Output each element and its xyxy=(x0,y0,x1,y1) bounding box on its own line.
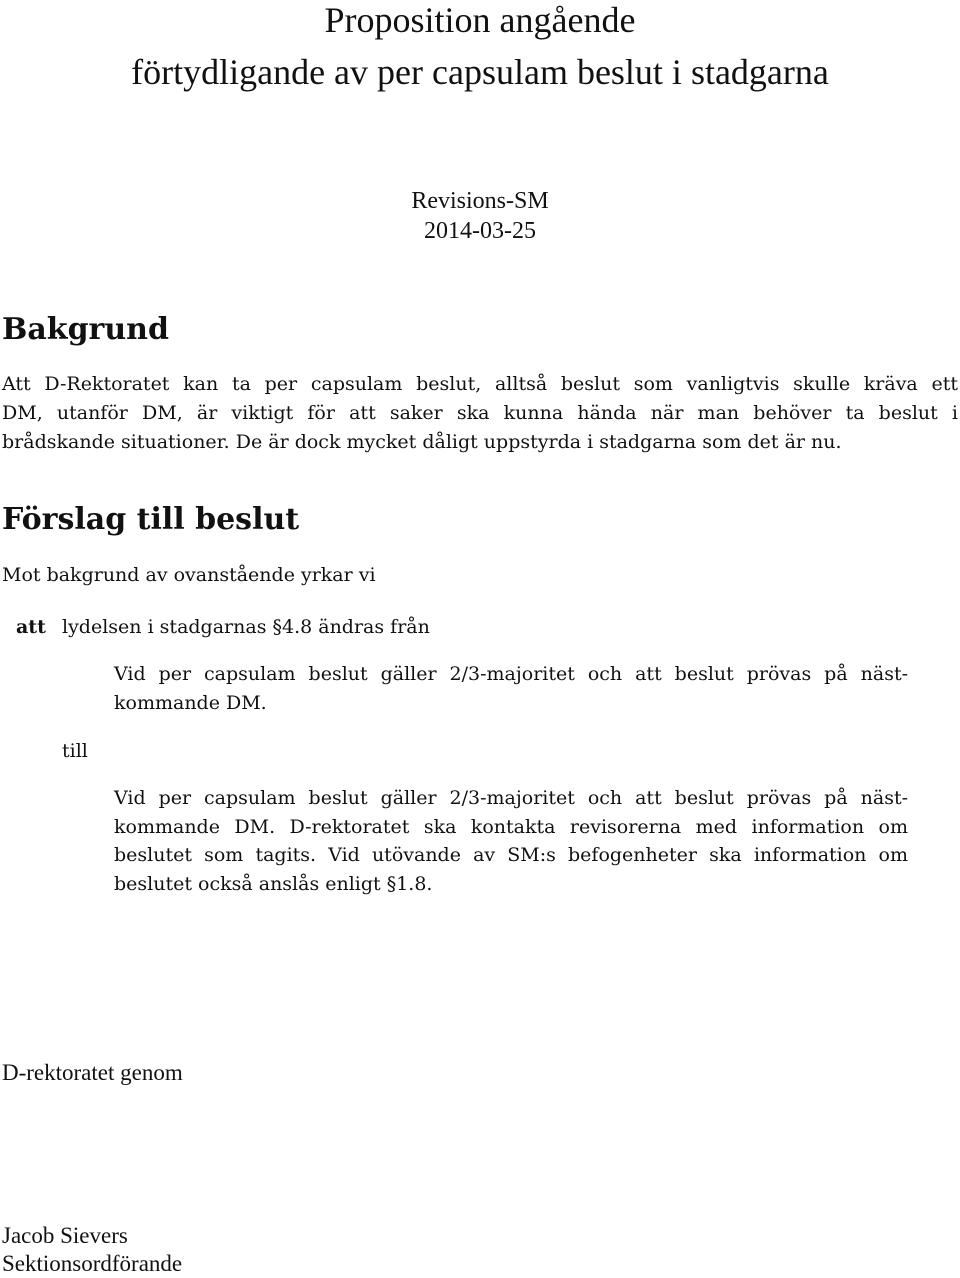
to-text-line-1: Vid per capsulam beslut gäller 2/3-majoritet och att beslut prövas på näst- xyxy=(114,787,908,809)
signature-org: D-rektoratet genom xyxy=(2,1060,183,1085)
author: Revisions-SM xyxy=(411,188,549,214)
background-line-1: Att D-Rektoratet kan ta per capsulam beslut, alltså beslut som vanligtvis skulle kräva ett xyxy=(2,373,958,395)
title-line-1: Proposition angående xyxy=(324,0,636,40)
att-label: att xyxy=(16,616,46,638)
to-text-line-4: beslutet också anslås enligt §1.8. xyxy=(114,873,433,895)
att-text: lydelsen i stadgarnas §4.8 ändras från xyxy=(62,616,430,638)
proposal-intro: Mot bakgrund av ovanstående yrkar vi xyxy=(2,564,376,586)
from-text-line-2: kommande DM. xyxy=(114,692,267,714)
section-heading-proposal: Förslag till beslut xyxy=(2,502,300,537)
to-text-line-2: kommande DM. D-rektoratet ska kontakta revisorerna med information om xyxy=(114,816,908,838)
till-label: till xyxy=(62,740,88,762)
title-line-2: förtydligande av per capsulam beslut i stadgarna xyxy=(131,52,829,92)
from-text-line-1: Vid per capsulam beslut gäller 2/3-majoritet och att beslut prövas på näst- xyxy=(114,663,908,685)
section-heading-background: Bakgrund xyxy=(2,312,169,347)
signature-role: Sektionsordförande xyxy=(2,1251,183,1276)
date: 2014-03-25 xyxy=(424,218,536,244)
to-text-line-3: beslutet som tagits. Vid utövande av SM:s befogenheter ska information om xyxy=(114,844,908,866)
background-line-2: DM, utanför DM, är viktigt för att saker ska kunna hända när man behöver ta beslut i xyxy=(2,402,958,424)
signature-name: Jacob Sievers xyxy=(2,1223,128,1248)
background-line-3: brådskande situationer. De är dock mycket dåligt uppstyrda i stadgarna som det är nu. xyxy=(2,431,842,453)
